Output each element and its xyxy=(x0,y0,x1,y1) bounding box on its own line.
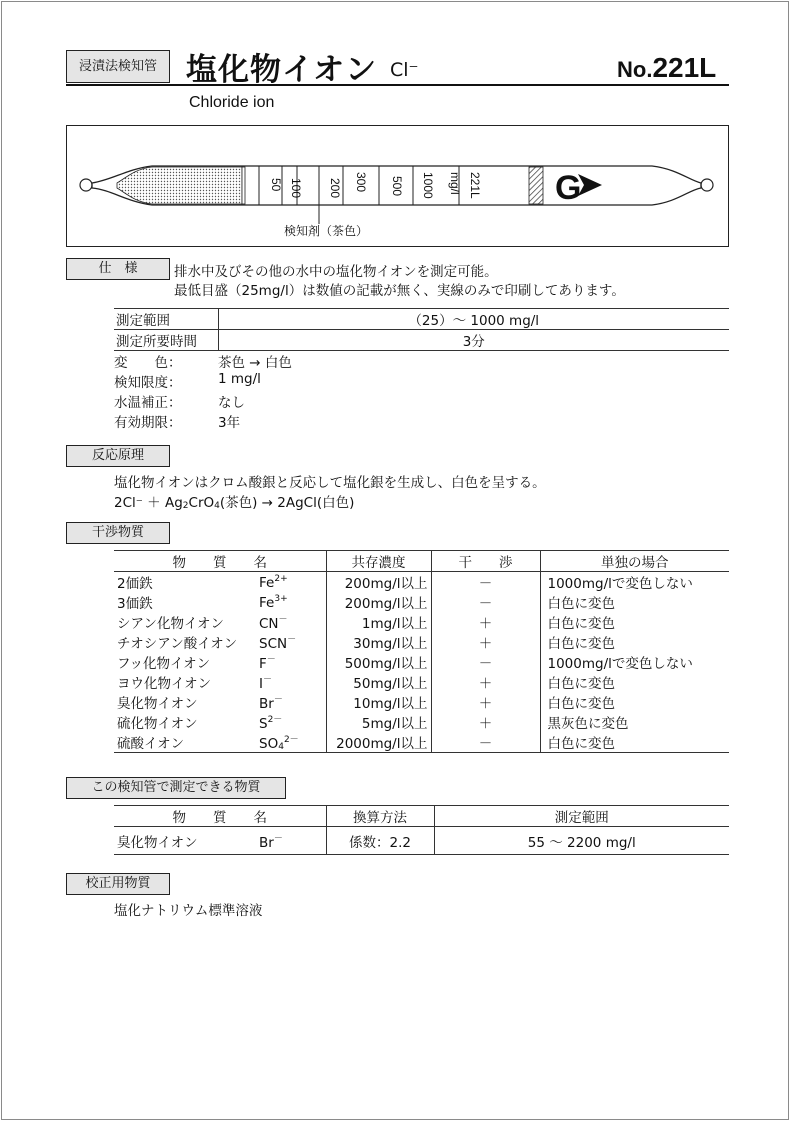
datasheet-page xyxy=(1,1,789,1120)
table-row xyxy=(114,652,729,672)
interference-effect: ＋ xyxy=(431,672,540,692)
product-number-prefix: No. xyxy=(617,57,653,82)
col-header-conversion: 換算方法 xyxy=(326,806,434,827)
table-row xyxy=(114,692,729,712)
page-subtitle: Chloride ion xyxy=(189,94,275,111)
section-head-spec: 仕 様 xyxy=(66,258,170,280)
scale-mark-500: 500 xyxy=(390,176,404,197)
alone-result: 黒灰色に変色 xyxy=(540,712,729,732)
tube-left-tip xyxy=(80,179,92,191)
interference-effect: － xyxy=(431,652,540,672)
alone-result: 白色に変色 xyxy=(540,612,729,632)
coexist-concentration: 10mg/l以上 xyxy=(326,692,431,712)
reaction-description: 塩化物イオンはクロム酸銀と反応して塩化銀を生成し、白色を呈する。 xyxy=(114,475,546,491)
coexist-concentration: 200mg/l以上 xyxy=(326,572,431,593)
substance-name: 2価鉄 xyxy=(117,576,153,592)
list-item: 検知限度： 1 mg/l xyxy=(114,371,261,391)
scale-unit: mg/l xyxy=(448,172,462,195)
col-header-substance: 物 質 名 xyxy=(114,806,326,827)
table-row xyxy=(114,732,729,753)
table-header-row xyxy=(114,551,729,572)
tube-code: 221L xyxy=(468,172,482,199)
page-title: 塩化物イオン xyxy=(186,52,378,88)
substance-name: 硫化物イオン xyxy=(117,716,198,732)
spec-label-range: 測定範囲 xyxy=(114,309,218,330)
substance-name: 硫酸イオン xyxy=(114,732,256,753)
conversion-method: 係数：2.2 xyxy=(326,827,434,855)
scale-mark-50: 50 xyxy=(269,178,283,192)
ion-formula: $SO_4^{2-}$ xyxy=(256,732,326,753)
coexist-concentration: 200mg/l以上 xyxy=(326,592,431,612)
section-head-reaction: 反応原理 xyxy=(66,445,170,467)
section-head-interference: 干渉物質 xyxy=(66,522,170,544)
col-header-substance: 物 質 名 xyxy=(114,551,326,572)
alone-result: 白色に変色 xyxy=(540,692,729,712)
alone-result: 白色に変色 xyxy=(540,672,729,692)
spec-table xyxy=(114,308,729,351)
interference-effect: － xyxy=(431,592,540,612)
alone-result: 1000mg/lで変色しない xyxy=(540,652,729,672)
table-row xyxy=(114,612,729,632)
ion-formula: $S^{2-}$ xyxy=(259,715,283,732)
ion-formula: F－ xyxy=(259,655,276,672)
ion-formula: Br－ xyxy=(259,695,283,712)
logo-letter: G xyxy=(555,169,582,207)
scale-mark-300: 300 xyxy=(354,172,368,193)
property-list xyxy=(114,351,292,431)
coexist-concentration: 2000mg/l以上 xyxy=(326,732,431,753)
col-header-concentration: 共存濃度 xyxy=(326,551,431,572)
coexist-concentration: 500mg/l以上 xyxy=(326,652,431,672)
product-number xyxy=(617,52,716,84)
category-label: 浸漬法検知管 xyxy=(66,50,170,83)
ion-formula: SCN－ xyxy=(259,635,297,652)
table-row xyxy=(114,632,729,652)
substance-name: 臭化物イオン xyxy=(114,827,256,855)
reagent-label: 検知剤（茶色） xyxy=(284,224,369,238)
col-header-interference: 干 渉 xyxy=(431,551,540,572)
list-item: 有効期限： 3年 xyxy=(114,415,241,431)
reaction-equation: $2Cl^- + Ag_2CrO_4$(茶色) → 2AgCl(白色) xyxy=(114,495,355,511)
table-row xyxy=(114,330,729,351)
interference-effect: － xyxy=(431,732,540,753)
chemical-symbol: Cl⁻ xyxy=(390,59,419,81)
measure-range: 55 ～ 2200 mg/l xyxy=(434,827,729,855)
spec-value-time: 3分 xyxy=(218,330,729,351)
table-row xyxy=(114,592,729,612)
interference-effect: ＋ xyxy=(431,612,540,632)
substance-name: 3価鉄 xyxy=(117,596,153,612)
ion-formula: I－ xyxy=(259,675,272,692)
section-head-calibration: 校正用物質 xyxy=(66,873,170,895)
substance-name: チオシアン酸イオン xyxy=(117,636,238,652)
measurable-table xyxy=(114,805,729,855)
scale-mark-200: 200 xyxy=(328,178,342,199)
table-row xyxy=(114,712,729,732)
tube-plug xyxy=(529,167,543,204)
col-header-range: 測定範囲 xyxy=(434,806,729,827)
calibration-substance: 塩化ナトリウム標準溶液 xyxy=(114,903,263,919)
alone-result: 白色に変色 xyxy=(540,592,729,612)
table-row xyxy=(114,309,729,330)
detector-tube-drawing xyxy=(67,126,730,248)
ion-formula: $Fe^{3+}$ xyxy=(259,593,288,611)
scale-mark-1000: 1000 xyxy=(421,172,435,199)
interference-effect: ＋ xyxy=(431,632,540,652)
scale-mark-100: 100 xyxy=(289,178,303,199)
coexist-concentration: 50mg/l以上 xyxy=(326,672,431,692)
col-header-alone: 単独の場合 xyxy=(540,551,729,572)
table-row xyxy=(114,572,729,593)
product-number-value: 221L xyxy=(652,52,717,83)
substance-name: ヨウ化物イオン xyxy=(117,676,212,692)
alone-result: 1000mg/lで変色しない xyxy=(540,572,729,593)
tube-right-tip xyxy=(701,179,713,191)
spec-label-time: 測定所要時間 xyxy=(114,330,218,351)
interference-effect: ＋ xyxy=(431,712,540,732)
coexist-concentration: 30mg/l以上 xyxy=(326,632,431,652)
table-header-row xyxy=(114,806,729,827)
interference-effect: ＋ xyxy=(431,692,540,712)
ion-formula: $Fe^{2+}$ xyxy=(259,573,288,591)
substance-name: フッ化物イオン xyxy=(117,656,211,672)
spec-value-range: （25）～ 1000 mg/l xyxy=(218,309,729,330)
table-row xyxy=(114,672,729,692)
list-item: 変 色： 茶色 → 白色 xyxy=(114,355,292,371)
section-head-measurable: この検知管で測定できる物質 xyxy=(66,777,286,799)
alone-result: 白色に変色 xyxy=(540,632,729,652)
header-rule xyxy=(66,84,729,86)
tube-illustration xyxy=(66,125,729,247)
spec-line-1: 排水中及びその他の水中の塩化物イオンを測定可能。 xyxy=(174,264,498,280)
ion-formula: Br－ xyxy=(256,827,326,855)
substance-name: 臭化物イオン xyxy=(117,696,198,712)
interference-table xyxy=(114,550,729,753)
reagent-fill xyxy=(117,167,242,204)
spec-line-2: 最低目盛（25mg/l）は数値の記載が無く、実線のみで印刷してあります。 xyxy=(174,283,625,299)
list-item: 水温補正： なし xyxy=(114,395,245,411)
table-row xyxy=(114,827,729,855)
coexist-concentration: 5mg/l以上 xyxy=(326,712,431,732)
alone-result: 白色に変色 xyxy=(540,732,729,753)
ion-formula: CN－ xyxy=(259,615,288,632)
interference-effect: － xyxy=(431,572,540,593)
coexist-concentration: 1mg/l以上 xyxy=(326,612,431,632)
logo-arrow-icon xyxy=(578,174,602,196)
substance-name: シアン化物イオン xyxy=(117,616,225,632)
